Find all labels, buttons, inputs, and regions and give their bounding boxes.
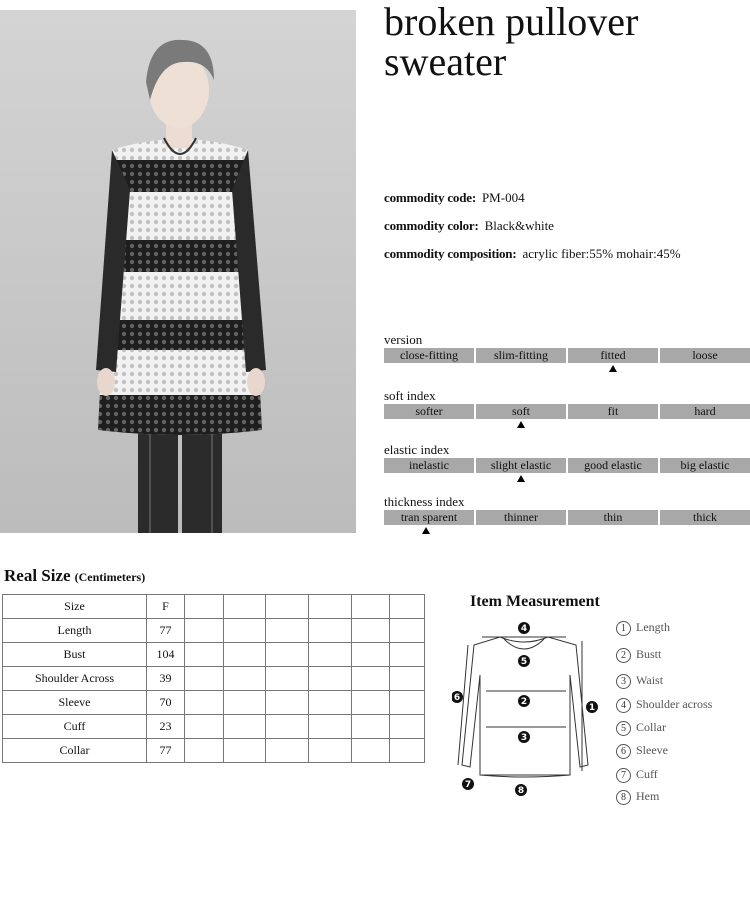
selected-marker-icon — [609, 365, 617, 372]
scale-option: thin — [568, 510, 658, 525]
svg-text:5: 5 — [520, 657, 528, 667]
empty-cell — [224, 667, 266, 691]
legend-number: 6 — [616, 744, 631, 759]
empty-cell — [309, 595, 352, 619]
svg-text:7: 7 — [464, 780, 472, 790]
selected-marker-icon — [517, 421, 525, 428]
legend-label: Bustt — [636, 647, 662, 661]
legend-number: 7 — [616, 768, 631, 783]
scale-title: version — [384, 332, 423, 347]
size-row-value: 23 — [147, 715, 185, 739]
svg-text:2: 2 — [520, 697, 528, 707]
size-row-name: Shoulder Across — [3, 667, 147, 691]
spec-composition — [384, 246, 681, 262]
empty-cell — [185, 643, 224, 667]
empty-cell — [352, 739, 390, 763]
empty-cell — [266, 595, 309, 619]
scale-option: slim-fitting — [476, 348, 566, 363]
title-line-2: sweater — [384, 39, 507, 84]
empty-cell — [224, 739, 266, 763]
scale-option: softer — [384, 404, 474, 419]
legend-item-length — [616, 620, 670, 636]
empty-cell — [224, 619, 266, 643]
spec-code — [384, 190, 525, 206]
size-row-value: 70 — [147, 691, 185, 715]
real-size-unit: (Centimeters) — [74, 570, 146, 584]
empty-cell — [266, 643, 309, 667]
scale-option: inelastic — [384, 458, 474, 473]
size-row-value: 77 — [147, 619, 185, 643]
empty-cell — [352, 643, 390, 667]
scale-option: fit — [568, 404, 658, 419]
empty-cell — [352, 715, 390, 739]
size-row-name: Size — [3, 595, 147, 619]
legend-number: 5 — [616, 721, 631, 736]
legend-number: 8 — [616, 790, 631, 805]
size-table — [2, 594, 425, 763]
selected-marker-icon — [517, 475, 525, 482]
size-row-name: Bust — [3, 643, 147, 667]
empty-cell — [185, 595, 224, 619]
spec-label: commodity color: — [384, 218, 479, 233]
selected-marker-icon — [422, 527, 430, 534]
legend-number: 3 — [616, 674, 631, 689]
empty-cell — [266, 715, 309, 739]
scale-option-label: slight elastic — [490, 458, 552, 472]
empty-cell — [185, 667, 224, 691]
spec-value: PM-004 — [481, 190, 525, 205]
empty-cell — [224, 595, 266, 619]
empty-cell — [390, 595, 425, 619]
empty-cell — [266, 691, 309, 715]
version-scale — [384, 332, 750, 363]
model-illustration — [0, 10, 356, 533]
svg-text:8: 8 — [517, 786, 525, 796]
legend-label: Collar — [636, 720, 666, 734]
size-row-value: 39 — [147, 667, 185, 691]
scale-option: thinner — [476, 510, 566, 525]
product-title — [384, 2, 744, 82]
empty-cell — [224, 691, 266, 715]
size-row-name: Sleeve — [3, 691, 147, 715]
size-row-value: F — [147, 595, 185, 619]
empty-cell — [309, 715, 352, 739]
empty-cell — [224, 715, 266, 739]
real-size-heading — [4, 566, 145, 586]
empty-cell — [390, 619, 425, 643]
svg-text:4: 4 — [520, 624, 528, 634]
legend-label: Cuff — [636, 767, 658, 781]
scale-option-label: soft — [512, 404, 530, 418]
size-row — [3, 595, 425, 619]
empty-cell — [266, 667, 309, 691]
empty-cell — [352, 667, 390, 691]
product-photo — [0, 10, 356, 533]
scale-title: soft index — [384, 388, 436, 403]
real-size-title: Real Size — [4, 566, 71, 585]
legend-number: 2 — [616, 648, 631, 663]
legend-number: 1 — [616, 621, 631, 636]
size-row — [3, 643, 425, 667]
soft-index-scale — [384, 388, 750, 419]
scale-title: elastic index — [384, 442, 450, 457]
elastic-index-scale — [384, 442, 750, 473]
size-row — [3, 715, 425, 739]
scale-option-label: tran sparent — [400, 510, 458, 524]
empty-cell — [352, 691, 390, 715]
empty-cell — [309, 691, 352, 715]
legend-item-bust — [616, 647, 661, 663]
legend-item-shoulder — [616, 697, 712, 713]
scale-option-label: fitted — [600, 348, 626, 362]
size-row-name: Length — [3, 619, 147, 643]
size-row-value: 77 — [147, 739, 185, 763]
size-row — [3, 691, 425, 715]
svg-text:6: 6 — [453, 693, 461, 703]
scale-option: close-fitting — [384, 348, 474, 363]
empty-cell — [390, 667, 425, 691]
svg-text:3: 3 — [520, 733, 528, 743]
scale-option: good elastic — [568, 458, 658, 473]
empty-cell — [185, 715, 224, 739]
title-line-1: broken pullover — [384, 0, 639, 44]
legend-item-collar — [616, 720, 666, 736]
spec-color — [384, 218, 554, 234]
empty-cell — [185, 691, 224, 715]
size-row — [3, 667, 425, 691]
scale-option: big elastic — [660, 458, 750, 473]
spec-label: commodity composition: — [384, 246, 517, 261]
scale-option — [476, 404, 566, 419]
empty-cell — [185, 619, 224, 643]
scale-option — [384, 510, 474, 525]
legend-label: Shoulder across — [636, 697, 713, 711]
legend-item-cuff — [616, 767, 658, 783]
size-row-name: Cuff — [3, 715, 147, 739]
empty-cell — [266, 619, 309, 643]
size-row-name: Collar — [3, 739, 147, 763]
legend-label: Length — [636, 620, 670, 634]
empty-cell — [185, 739, 224, 763]
legend-item-hem — [616, 789, 659, 805]
empty-cell — [224, 643, 266, 667]
empty-cell — [309, 619, 352, 643]
empty-cell — [352, 595, 390, 619]
empty-cell — [352, 619, 390, 643]
size-row — [3, 739, 425, 763]
thickness-index-scale — [384, 494, 750, 525]
scale-option: hard — [660, 404, 750, 419]
measurement-diagram — [452, 615, 614, 800]
legend-number: 4 — [616, 698, 631, 713]
scale-option: loose — [660, 348, 750, 363]
spec-value: Black&white — [484, 218, 554, 233]
legend-label: Sleeve — [636, 743, 668, 757]
legend-item-waist — [616, 673, 663, 689]
item-measurement-title: Item Measurement — [470, 593, 600, 610]
scale-option: thick — [660, 510, 750, 525]
size-row — [3, 619, 425, 643]
scale-option — [568, 348, 658, 363]
spec-label: commodity code: — [384, 190, 476, 205]
legend-label: Waist — [636, 673, 664, 687]
scale-title: thickness index — [384, 494, 465, 509]
empty-cell — [266, 739, 309, 763]
empty-cell — [309, 739, 352, 763]
sweater-diagram-icon — [452, 615, 614, 800]
legend-item-sleeve — [616, 743, 668, 759]
empty-cell — [309, 667, 352, 691]
spec-value: acrylic fiber:55% mohair:45% — [522, 246, 681, 261]
scale-option — [476, 458, 566, 473]
empty-cell — [390, 739, 425, 763]
empty-cell — [390, 643, 425, 667]
size-row-value: 104 — [147, 643, 185, 667]
empty-cell — [309, 643, 352, 667]
empty-cell — [390, 715, 425, 739]
empty-cell — [390, 691, 425, 715]
svg-text:1: 1 — [588, 703, 596, 713]
legend-label: Hem — [636, 789, 660, 803]
